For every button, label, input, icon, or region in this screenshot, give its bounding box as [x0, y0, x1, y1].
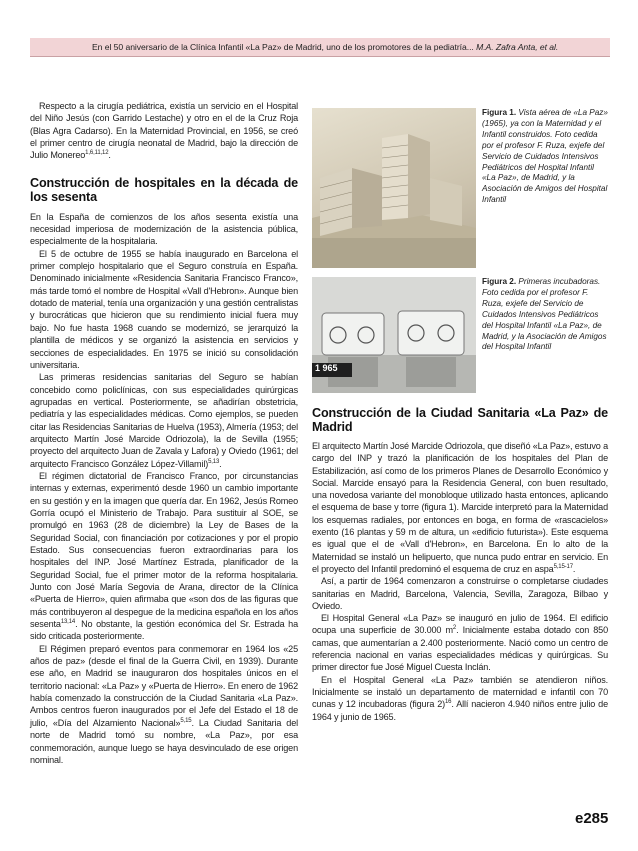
paragraph: El Régimen preparó eventos para conmemorar en 1964 los «25 años de paz» (desde el final de la Guerra Civil, en 1939). Durante ese año, en Madrid se inauguraron dos hospitales únicos en el territorio nacional: «La Paz» y «Puerta de Hierro». En enero de 1962 había comenzado la construcción de la Ciudad Sanitaria «La Paz». Ambos centros fueron inaugurados por el Jefe del Estado el 18 de julio, «Día del Alzamiento Nacional»$^{5,15}$. La Ciudad Sanitaria del norte de Madrid tomó su nombre, «La Paz», por esa conmemoración, aunque luego se haya desvinculado de ese origen nominal.	[30, 643, 298, 765]
aerial-hospital-photo	[312, 108, 476, 268]
figure1-label: Figura 1.	[482, 108, 517, 117]
figure1-text: Vista aérea de «La Paz» (1965), ya con la Maternidad y el Infantil construidos. Foto cedida por el profesor F. Ruza, exjefe del Servicio de Cuidados Intensivos Pediátricos del Hospital Infantil «La Paz», de Madrid, y la Asociación de Amigos del Hospital Infantil	[482, 108, 608, 205]
section-heading: Construcción de la Ciudad Sanitaria «La Paz» de Madrid	[312, 406, 608, 434]
section-heading: Construcción de hospitales en la década de los sesenta	[30, 175, 298, 204]
photo-year-label: 1 965	[315, 363, 338, 373]
paragraph: Así, a partir de 1964 comenzaron a construirse o completarse ciudades sanitarias en Madrid, Barcelona, Valencia, Sevilla, Zaragoza, Bilbao y Oviedo.	[312, 576, 608, 611]
right-column	[312, 402, 608, 723]
paragraph: El régimen dictatorial de Francisco Franco, por circunstancias internas y externas, experimentó desde 1960 un cambio importante en su gestión y en la imagen que quería dar. En 1962, Jesús Romeo Gorría ocupó el Ministerio de Trabajo. Para sustituir al SOE, se promulgó en 1963 (28 de diciembre) la Ley de Bases de la Seguridad Social, con financiación por cotizaciones y por el propio Estado. Sus consecuencias fueron extraordinarias para los hospitales del INP. José Martínez Estrada, planificador de la Seguridad Social, fue el primer motor de la reforma hospitalaria. Junto con José María Segovia de Arana, director de la Clínica «Puerta de Hierro», quien afirmaba que «son dos de las figuras que más contribuyeron al despegue de la medicina española en los años sesenta$^{13,14}$. No obstante, la gestión económica del Sr. Estrada ha sido criticada posteriormente.	[30, 470, 298, 642]
page-number: e285	[575, 810, 609, 827]
header-title: En el 50 aniversario de la Clínica Infantil «La Paz» de Madrid, uno de los promotores de la pediatría...	[92, 42, 474, 52]
paragraph: En la España de comienzos de los años sesenta existía una necesidad imperiosa de modernización de la asistencia pública, especialmente de la hospitalaria.	[30, 211, 298, 247]
paragraph: Las primeras residencias sanitarias del Seguro se habían concebido como policlínicas, con sus especialidades quirúrgicas agrupadas en vertical. Posteriormente, se añadirían obstetricia, pediatría y las especialidades médicas. Como ejemplos, se pueden citar las Residencias Sanitarias de Huelva (1953), Almería (1953; del arquitecto Martín José Marcide Odriozola), la de Sevilla (1955; proyecto del arquitecto Juan de Zavala y Lafora) y Oviedo (1961; del arquitecto Francisco González López-Villamil)$^{5,13}$.	[30, 372, 298, 469]
left-column	[30, 100, 298, 766]
header-authors: M.A. Zafra Anta, et al.	[476, 42, 559, 52]
paragraph: El Hospital General «La Paz» se inauguró en julio de 1964. El edificio ocupa una superficie de 30.000 $m^2$. Inicialmente estaba dotado con 850 camas, que aumentarían a 2.400 posteriormente. Nació como un centro de referencia nacional en varias especialidades médicas y quirúrgicas. Su primer director fue José Miguel Cuesta Inclán.	[312, 613, 608, 673]
paragraph: El arquitecto Martín José Marcide Odriozola, que diseñó «La Paz», estuvo a cargo del INP y trazó la planificación de los hospitales del Plan de Estabilización, así como de los primeros Planes de Desarrollo Económico y Social. Marcide ensayó para la Residencia General, con buen resultado, una novedosa variante del monobloque utilizado hasta entonces, aplicando el esquema de base y torre (figura 1). Marcide interpretó para la Maternidad los esquemas radiales, por entonces en boga, en forma de «rascacielos» exento (16 plantas y 59 m de altura, un «edificio futurista»). Este esquema es igual que el de «Vall d'Hebron», en Barcelona. En lo alto de la Maternidad se instaló un helipuerto, que nunca pudo entrar en servicio. En el proyecto del Infantil predominó el esquema de cruz en aspa$^{5,15-17}$.	[312, 441, 608, 574]
figure2-caption	[482, 277, 608, 353]
figure1-caption	[482, 108, 608, 206]
figure2-label: Figura 2.	[482, 277, 517, 286]
paragraph: El 5 de octubre de 1955 se había inaugurado en Barcelona el primer complejo hospitalario que el Seguro construía en España. Denominado inicialmente «Residencia Sanitaria Francisco Franco», más tarde tomó el nombre de Hospital «Vall d'Hebron». Aunque bien dotado de material, tenía una organización y una gestión centralistas y burocráticas que hicieron que su rendimiento inicial fuera muy bajo. No fue hasta 1968 cuando se modernizó, se jerarquizó la plantilla de médicos y se organizó la asistencia en servicios y secciones de especialidades. En 1975 se inició su consolidación universitaria.	[30, 248, 298, 370]
paragraph: Respecto a la cirugía pediátrica, existía un servicio en el Hospital del Niño Jesús (con Garrido Lestache) y otro en el de la Cruz Roja (Blas Agra Cadarso). En la Maternidad Provincial, en 1956, se creó el primer centro de cirugía neonatal de Madrid, bajo la dirección de Julio Monereo$^{1,6,11,12}$.	[30, 101, 298, 161]
running-header	[92, 42, 612, 52]
incubators-photo	[312, 277, 476, 393]
figure2-text: Primeras incubadoras. Foto cedida por el profesor F. Ruza, exjefe del Servicio de Cuidados Intensivos Pediátricos del Hospital Infantil «La Paz», de Madrid, y la Asociación de Amigos del Hospital Infantil	[482, 277, 607, 352]
paragraph: En el Hospital General «La Paz» también se atendieron niños. Inicialmente se instaló un departamento de maternidad e infantil con 70 cunas y 12 incubadoras (figura 2)$^{16}$. Allí nacieron 4.940 niños entre julio de 1964 y junio de 1965.	[312, 674, 608, 722]
